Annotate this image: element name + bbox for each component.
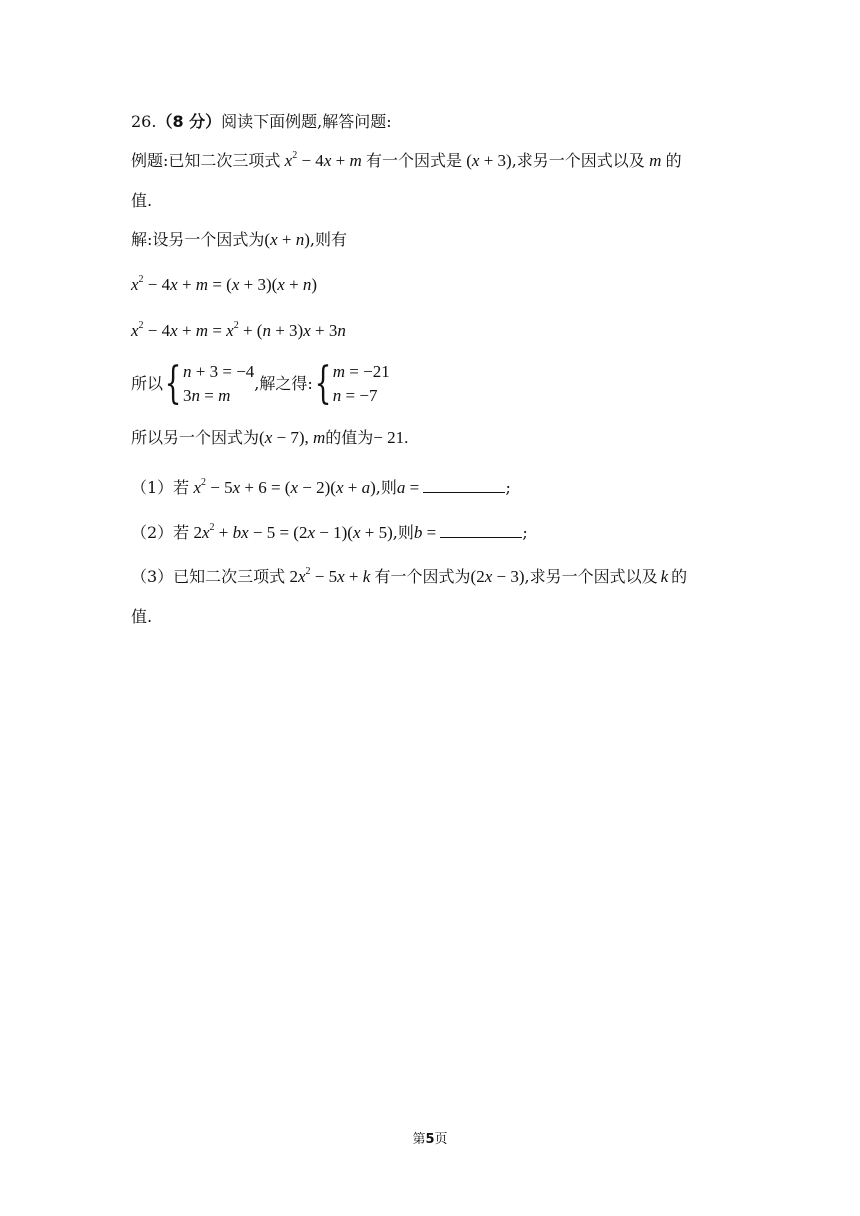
answer-blank-b[interactable] xyxy=(440,523,522,538)
example-continuation: 值. xyxy=(131,191,153,210)
part-1-text: ,则 xyxy=(375,478,397,497)
part-3-text: ,求另一个因式以及 xyxy=(524,567,658,586)
part-1-end: ; xyxy=(505,478,511,497)
example-text: 有一个因式是 xyxy=(365,151,462,170)
conclusion-sep: , m xyxy=(304,428,326,447)
page-number: 5 xyxy=(425,1132,435,1147)
part-3 xyxy=(131,566,687,588)
solution-conclusion xyxy=(131,427,408,449)
left-brace-2: { xyxy=(314,358,332,409)
footer-suffix: 页 xyxy=(434,1132,448,1147)
page-footer xyxy=(0,1128,860,1147)
so-text: 所以 xyxy=(131,374,164,393)
equation-2: $x^2 - 4x + m = x^2 + (n + 3)x + 3n$ xyxy=(131,320,346,340)
conclusion-text: 的值为 xyxy=(325,428,374,447)
part-2-end: ; xyxy=(522,523,528,542)
part-3-text: 有一个因式为 xyxy=(374,567,471,586)
part-1: （1）若 $x^2 - 5x + 6 = (x - 2)(x + a)$,则a = ; xyxy=(131,477,511,497)
example-text: 已知二次三项式 xyxy=(168,151,281,170)
part-1-equation: $x^2 - 5x + 6 = (x - 2)(x + a)$ xyxy=(193,477,376,497)
solution-text: 设另一个因式为 xyxy=(152,230,265,249)
part-3-factor: (2x − 3) xyxy=(470,567,525,586)
example-text: ,求另一个因式以及 xyxy=(511,151,645,170)
part-2-var: b xyxy=(413,523,423,542)
part-2-text: ,则 xyxy=(392,523,414,542)
example-label: 例题: xyxy=(131,151,169,170)
question-score: （8 分） xyxy=(156,112,222,131)
example-statement xyxy=(131,150,682,172)
solution-factor: (x + n) xyxy=(264,230,310,249)
part-3-polynomial: $2x^2 - 5x + k$ xyxy=(285,566,371,586)
part-3-var: k xyxy=(660,567,669,586)
footer-prefix: 第 xyxy=(412,1132,426,1147)
question-header xyxy=(131,111,392,133)
part-1-label: （1）若 xyxy=(131,478,190,497)
conclusion-text: 所以另一个因式为 xyxy=(131,428,260,447)
solution-text: ,则有 xyxy=(309,230,347,249)
part-2-label: （2）若 xyxy=(131,523,190,542)
conclusion-factor: (x − 7) xyxy=(259,428,305,447)
solve-text: ,解之得: xyxy=(254,374,313,393)
left-brace-1: { xyxy=(164,358,182,409)
example-factor: (x + 3) xyxy=(462,151,512,170)
part-3-end: 的 xyxy=(671,567,688,586)
solution-label: 解: xyxy=(131,230,153,249)
example-text: 的 xyxy=(665,151,682,170)
question-instruction: 阅读下面例题,解答问题: xyxy=(221,112,392,131)
part-2-equation: $2x^2$ + bx − 5 = (2x − 1)(x + 5) xyxy=(189,522,393,542)
example-polynomial: $x^2 - 4x + m$ xyxy=(284,150,362,170)
part-1-var: a xyxy=(396,478,406,497)
part-3-continuation: 值. xyxy=(131,607,153,626)
solution-intro xyxy=(131,229,347,251)
example-var-m: m xyxy=(644,151,666,170)
systems-line xyxy=(131,360,390,408)
part-3-label: （3）已知二次三项式 xyxy=(131,567,286,586)
conclusion-value: − 21. xyxy=(373,428,409,447)
answer-blank-a[interactable] xyxy=(423,478,505,493)
system-1: n + 3 = −4 3n = m xyxy=(183,362,255,405)
part-2: （2）若 $2x^2$ + bx − 5 = (2x − 1)(x + 5),则b = ; xyxy=(131,522,528,542)
question-number: 26. xyxy=(131,112,157,131)
system-2: m = −21 n = −7 xyxy=(332,362,390,405)
equation-1: $x^2 - 4x + m = (x + 3)(x + n)$ xyxy=(131,274,318,294)
